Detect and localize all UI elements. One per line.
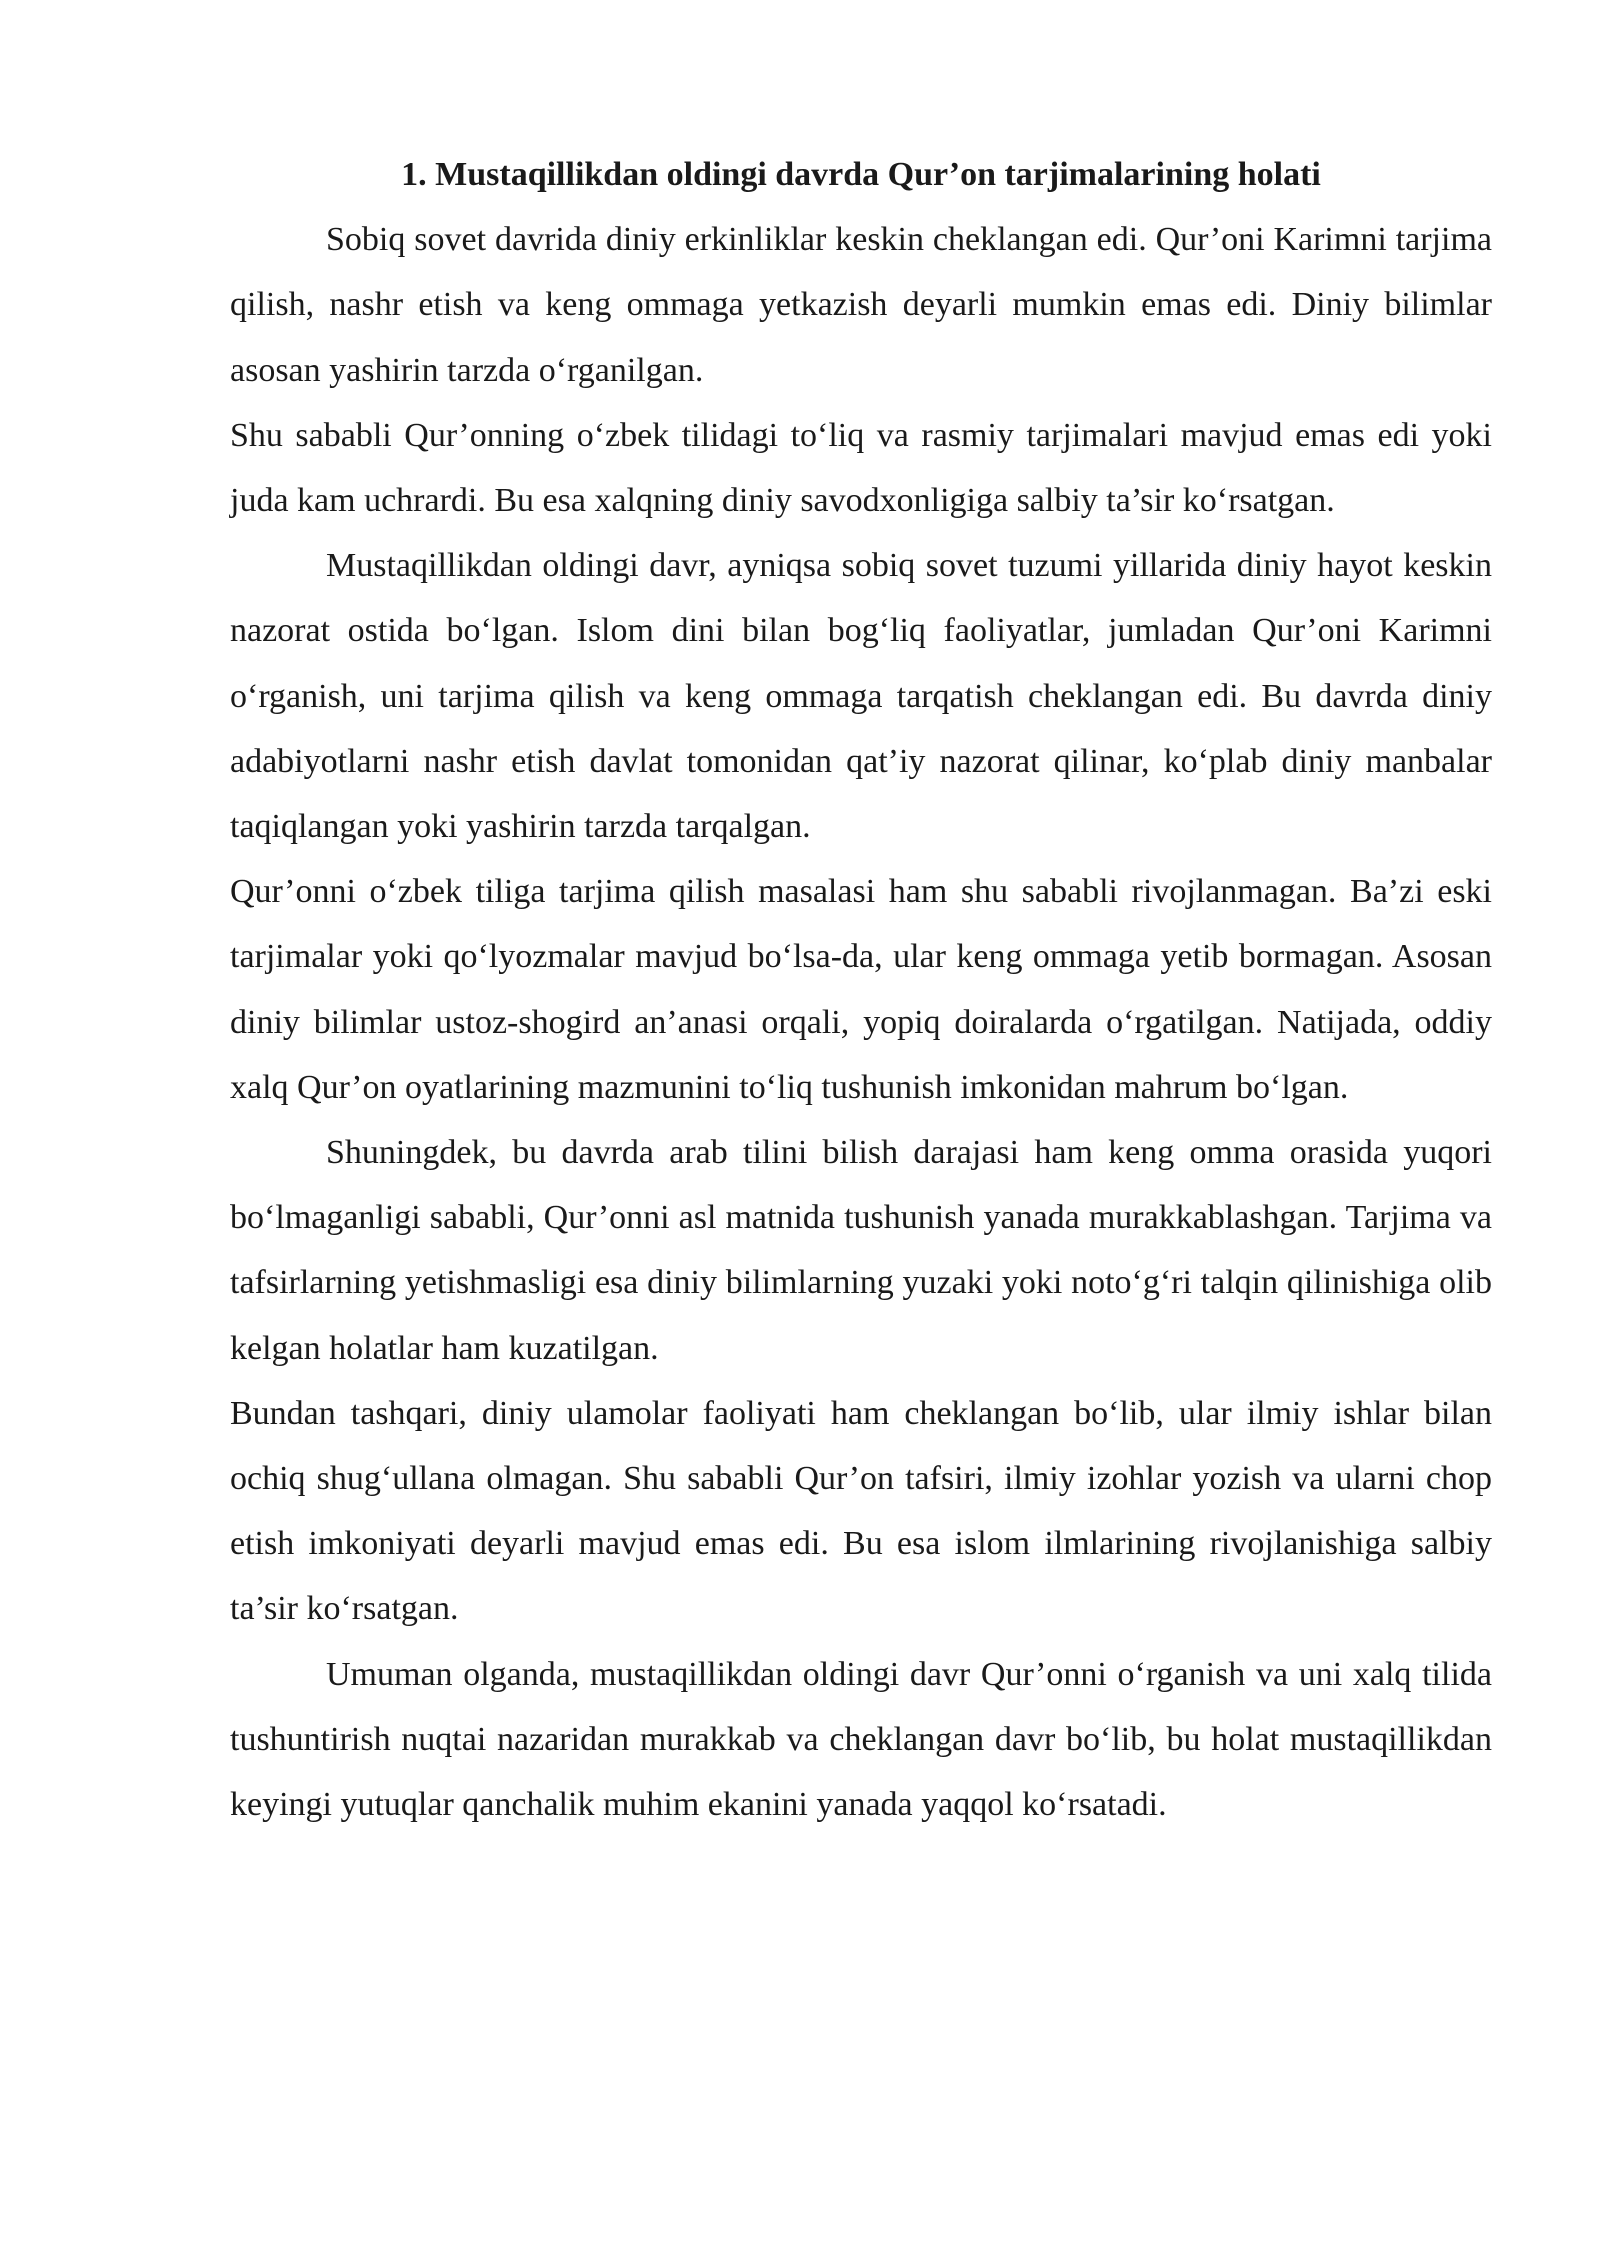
paragraph-4: Qur’onni o‘zbek tiliga tarjima qilish masalasi ham shu sababli rivojlanmagan. Ba’zi eski tarjimalar yoki qo‘lyozmalar mavjud bo‘lsa-da, ular keng ommaga yetib bormagan. Asosan diniy bilimlar ustoz-shogird an’anasi orqali, yopiq doiralarda o‘rgatilgan. Natijada, oddiy xalq Qur’on oyatlarining mazmunini to‘liq tushunish imkonidan mahrum bo‘lgan. xyxy=(230,873,1492,1106)
paragraph-5: Shuningdek, bu davrda arab tilini bilish darajasi ham keng omma orasida yuqori bo‘lmaganligi sababli, Qur’onni asl matnida tushunish yanada murakkablashgan. Tarjima va tafsirlarning yetishmasligi esa diniy bilimlarning yuzaki yoki noto‘g‘ri talqin qilinishiga olib kelgan holatlar ham kuzatilgan. xyxy=(230,1134,1492,1367)
paragraph-6: Bundan tashqari, diniy ulamolar faoliyati ham cheklangan bo‘lib, ular ilmiy ishlar bilan ochiq shug‘ullana olmagan. Shu sababli Qur’on tafsiri, ilmiy izohlar yozish va ularni chop etish imkoniyati deyarli mavjud emas edi. Bu esa islom ilmlarining rivojlanishiga salbiy ta’sir ko‘rsatgan. xyxy=(230,1394,1492,1628)
document-page xyxy=(230,142,1492,1837)
paragraph-3: Mustaqillikdan oldingi davr, ayniqsa sobiq sovet tuzumi yillarida diniy hayot keskin nazorat ostida bo‘lgan. Islom dini bilan bog‘liq faoliyatlar, jumladan Qur’oni Karimni o‘rganish, uni tarjima qilish va keng ommaga tarqatish cheklangan edi. Bu davrda diniy adabiyotlarni nashr etish davlat tomonidan qat’iy nazorat qilinar, ko‘plab diniy manbalar taqiqlangan yoki yashirin tarzda tarqalgan. xyxy=(230,547,1492,846)
paragraph-1: Sobiq sovet davrida diniy erkinliklar keskin cheklangan edi. Qur’oni Karimni tarjima qilish, nashr etish va keng ommaga yetkazish deyarli mumkin emas edi. Diniy bilimlar asosan yashirin tarzda o‘rganilgan. xyxy=(230,221,1492,389)
paragraph-7: Umuman olganda, mustaqillikdan oldingi davr Qur’onni o‘rganish va uni xalq tilida tushuntirish nuqtai nazaridan murakkab va cheklangan davr bo‘lib, bu holat mustaqillikdan keyingi yutuqlar qanchalik muhim ekanini yanada yaqqol ko‘rsatadi. xyxy=(230,1655,1492,1824)
section-heading: 1. Mustaqillikdan oldingi davrda Qur’on tarjimalarining holati xyxy=(401,156,1321,193)
paragraph-2: Shu sababli Qur’onning o‘zbek tilidagi to‘liq va rasmiy tarjimalari mavjud emas edi yoki juda kam uchrardi. Bu esa xalqning diniy savodxonligiga salbiy ta’sir ko‘rsatgan. xyxy=(230,416,1492,520)
